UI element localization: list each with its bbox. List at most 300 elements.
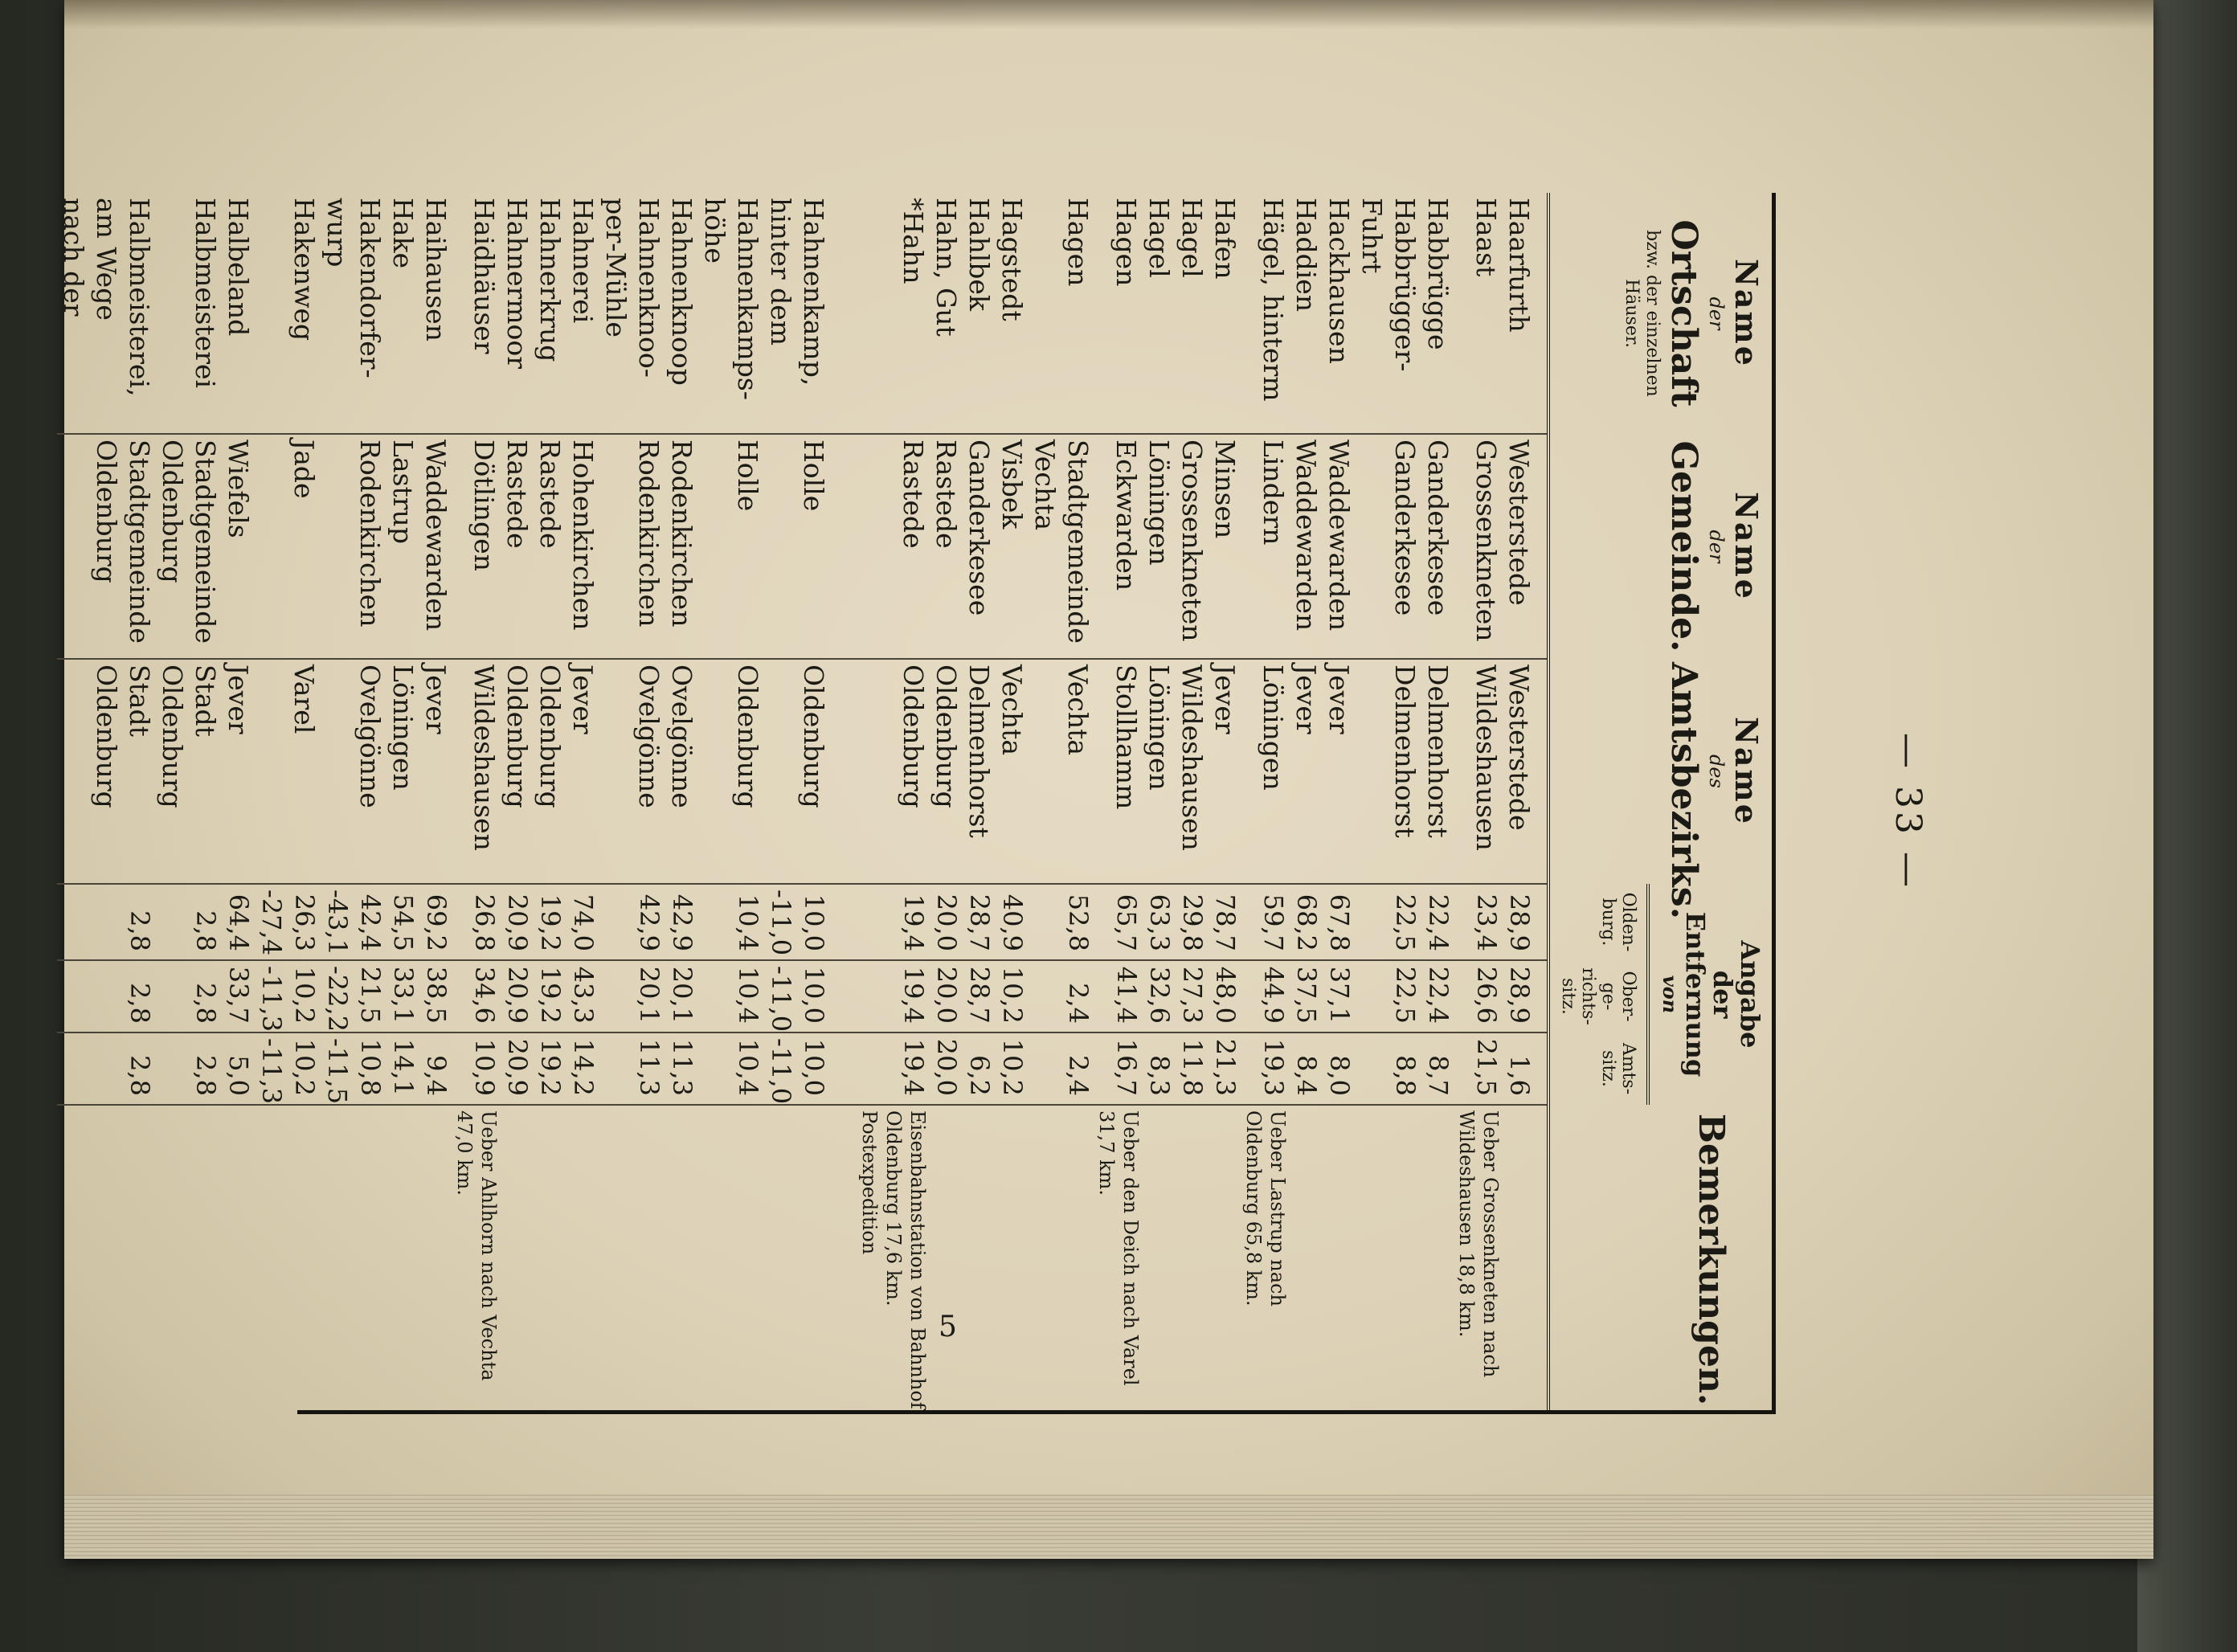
- table-row: [419, 193, 452, 1414]
- cell-rem: [1061, 1105, 1094, 1414]
- table-row: [1176, 193, 1208, 1414]
- cell-gemeinde: Rastede: [930, 434, 963, 659]
- cell-rem: Ueber Lastrup nach Oldenburg 65,8 km.: [1241, 1105, 1290, 1414]
- cell-d2: [156, 960, 189, 1032]
- cell-ort: Hackhausen: [1323, 198, 1355, 364]
- cell-d3: 10,0: [797, 1032, 830, 1105]
- cell-d2: 32,6: [1143, 960, 1176, 1032]
- cell-amt: Wildeshausen: [1176, 659, 1208, 884]
- cell-gemeinde: Grossenkneten: [1176, 434, 1208, 659]
- cell-d3: 8,3: [1143, 1032, 1176, 1105]
- cell-amt: Oldenburg: [797, 659, 830, 884]
- cell-gemeinde: Holle: [731, 434, 764, 659]
- cell-d2: 2,8: [189, 960, 222, 1032]
- cell-d1: 29,8: [1176, 884, 1208, 960]
- cell-ort: Hahnenknoo-: [633, 198, 665, 378]
- cell-d2: 26,6: [1454, 960, 1503, 1032]
- cell-amt: Oldenburg: [156, 659, 189, 884]
- cell-ort: Hagen: [1062, 198, 1094, 287]
- cell-d3: 2,8: [189, 1032, 222, 1105]
- table-row: [857, 193, 930, 1414]
- cell-rem: [156, 1105, 189, 1414]
- cell-d1: 64,4: [222, 884, 255, 960]
- cell-rem: [797, 1105, 830, 1414]
- cell-gemeinde: Dötlingen: [452, 434, 501, 659]
- cell-gemeinde: Rastede: [857, 434, 930, 659]
- cell-ort: [1029, 193, 1061, 434]
- cell-d3: [156, 1032, 189, 1105]
- cell-rem: [1503, 1105, 1548, 1414]
- cell-amt: Wildeshausen: [452, 659, 501, 884]
- cell-d1: 10,4: [731, 884, 764, 960]
- cell-d2: 2,4: [1061, 960, 1094, 1032]
- table-row: [255, 193, 288, 1414]
- cell-rem: [1029, 1105, 1061, 1414]
- cell-d1: [90, 884, 123, 960]
- cell-d3: 2,8: [123, 1032, 156, 1105]
- cell-rem: [698, 1105, 731, 1414]
- cell-d3: [90, 1032, 123, 1105]
- cell-ort: wurp: [321, 198, 353, 268]
- table-row: [996, 193, 1029, 1414]
- table-row: [90, 193, 123, 1414]
- cell-d2: 33,1: [386, 960, 419, 1032]
- cell-gemeinde: Waddewarden: [1323, 434, 1356, 659]
- cell-amt: Oldenburg: [857, 659, 930, 884]
- cell-d2: 20,0: [930, 960, 963, 1032]
- table-row: [1061, 193, 1094, 1414]
- cell-gemeinde: [255, 434, 288, 659]
- cell-ort: Hakendorfer-: [354, 198, 386, 378]
- cell-rem: [386, 1105, 419, 1414]
- cell-amt: [321, 659, 354, 884]
- cell-amt: Delmenhorst: [1388, 659, 1421, 884]
- cell-ort: Halbmeisterei: [190, 198, 221, 389]
- table-row: [1388, 193, 1421, 1414]
- cell-d2: 37,1: [1323, 960, 1356, 1032]
- cell-amt: Jever: [419, 659, 452, 884]
- cell-rem: [534, 1105, 566, 1414]
- cell-d1: 19,2: [534, 884, 566, 960]
- cell-rem: [288, 1105, 321, 1414]
- cell-ort: Haidhäuser: [468, 198, 500, 354]
- table-row: [156, 193, 189, 1414]
- cell-d1: 28,9: [1503, 884, 1548, 960]
- cell-d2: 10,0: [797, 960, 830, 1032]
- cell-ort: Hagel: [1176, 198, 1208, 278]
- cell-d3: 8,7: [1421, 1032, 1454, 1105]
- cell-d3: 14,2: [566, 1032, 599, 1105]
- cell-ort: höhe: [699, 198, 730, 264]
- cell-ort: Haddien: [1290, 198, 1322, 313]
- cell-d1: 26,3: [288, 884, 321, 960]
- cell-amt: Oldenburg: [534, 659, 566, 884]
- table-row: [930, 193, 963, 1414]
- cell-amt: [57, 659, 90, 884]
- cell-rem: [930, 1105, 963, 1414]
- cell-rem: [57, 1105, 90, 1414]
- cell-d3: 21,3: [1208, 1032, 1241, 1105]
- cell-ort: Hahnenkamps-: [732, 198, 763, 400]
- cell-d1: 67,8: [1323, 884, 1356, 960]
- rotated-page-content: [58, 177, 1969, 1430]
- cell-gemeinde: Holle: [797, 434, 830, 659]
- cell-gemeinde: Rodenkirchen: [632, 434, 665, 659]
- cell-d3: 19,3: [1241, 1032, 1290, 1105]
- cell-ort: Habbrügger-: [1389, 198, 1421, 372]
- cell-ort: Halbmeisterei,: [124, 198, 155, 397]
- cell-rem: [963, 1105, 996, 1414]
- cell-rem: Ueber Grossenkneten nach Wildeshausen 18,8 km.: [1454, 1105, 1503, 1414]
- cell-d2: [599, 960, 632, 1032]
- cell-d3: 6,2: [963, 1032, 996, 1105]
- cell-amt: Stollhamm: [1094, 659, 1143, 884]
- cell-d2: 28,7: [963, 960, 996, 1032]
- cell-amt: Löningen: [1241, 659, 1290, 884]
- cell-rem: [1290, 1105, 1323, 1414]
- cell-gemeinde: Waddewarden: [1290, 434, 1323, 659]
- cell-d1: -27,4: [255, 884, 288, 960]
- cell-gemeinde: Stadtgemeinde: [1061, 434, 1094, 659]
- cell-rem: [1421, 1105, 1454, 1414]
- cell-gemeinde: Jade: [288, 434, 321, 659]
- cell-d1: 63,3: [1143, 884, 1176, 960]
- cell-d1: [57, 884, 90, 960]
- cell-rem: [731, 1105, 764, 1414]
- cell-d3: -11,0: [764, 1032, 797, 1105]
- distance-table: [57, 193, 1776, 1414]
- cell-ort: Hahlbek: [963, 198, 995, 311]
- cell-d2: [698, 960, 731, 1032]
- cell-rem: Eisenbahnstation von Bahnhof Oldenburg 17,6 km. Postexpedition: [857, 1105, 930, 1414]
- cell-d1: 59,7: [1241, 884, 1290, 960]
- page-edges: [64, 1495, 2153, 1559]
- cell-amt: Jever: [566, 659, 599, 884]
- cell-d3: 11,3: [632, 1032, 665, 1105]
- cell-d2: 10,2: [996, 960, 1029, 1032]
- header-ortschaft: Name der Ortschaft bzw. der einzelnen Häuser.: [1548, 193, 1774, 434]
- cell-d2: 38,5: [419, 960, 452, 1032]
- cell-d3: [1029, 1032, 1061, 1105]
- subheader-oldenburg: Olden-burg.: [1548, 884, 1648, 960]
- cell-d3: 19,2: [534, 1032, 566, 1105]
- cell-amt: Delmenhorst: [963, 659, 996, 884]
- table-row: [123, 193, 156, 1414]
- cell-rem: [996, 1105, 1029, 1414]
- cell-d3: [599, 1032, 632, 1105]
- cell-rem: [1356, 1105, 1388, 1414]
- cell-d1: 54,5: [386, 884, 419, 960]
- cell-gemeinde: Ganderkesee: [963, 434, 996, 659]
- cell-gemeinde: Stadtgemeinde: [189, 434, 222, 659]
- cell-amt: Stadt: [123, 659, 156, 884]
- cell-d2: -11,0: [764, 960, 797, 1032]
- cell-gemeinde: Minsen: [1208, 434, 1241, 659]
- cell-ort: [156, 193, 189, 434]
- cell-ort: Hafen: [1209, 198, 1241, 280]
- cell-d1: 42,9: [632, 884, 665, 960]
- cell-d1: 19,4: [857, 884, 930, 960]
- cell-rem: [255, 1105, 288, 1414]
- cell-d1: 74,0: [566, 884, 599, 960]
- table-row: [386, 193, 419, 1414]
- row-gap: [830, 193, 857, 1414]
- table-row: [288, 193, 321, 1414]
- cell-d2: -11,3: [255, 960, 288, 1032]
- cell-d2: 22,5: [1388, 960, 1421, 1032]
- cell-d3: 8,0: [1323, 1032, 1356, 1105]
- cell-d1: [156, 884, 189, 960]
- cell-amt: [255, 659, 288, 884]
- cell-gemeinde: Oldenburg: [90, 434, 123, 659]
- cell-d3: 9,4: [419, 1032, 452, 1105]
- table-row: [1241, 193, 1290, 1414]
- cell-amt: Vechta: [996, 659, 1029, 884]
- table-row: [963, 193, 996, 1414]
- cell-d2: 2,8: [123, 960, 156, 1032]
- cell-d1: [698, 884, 731, 960]
- cell-d2: 44,9: [1241, 960, 1290, 1032]
- cell-d3: 21,5: [1454, 1032, 1503, 1105]
- cell-d2: 43,3: [566, 960, 599, 1032]
- cell-d1: 28,7: [963, 884, 996, 960]
- table-row: [665, 193, 698, 1414]
- table-row: [797, 193, 830, 1414]
- cell-ort: Hagel: [1143, 198, 1175, 278]
- cell-rem: [90, 1105, 123, 1414]
- header-gemeinde: Name der Gemeinde.: [1548, 434, 1774, 659]
- cell-d3: 10,9: [452, 1032, 501, 1105]
- cell-d2: 21,5: [354, 960, 386, 1032]
- cell-d3: [698, 1032, 731, 1105]
- cell-d2: [1029, 960, 1061, 1032]
- cell-d3: [57, 1032, 90, 1105]
- cell-d3: -11,3: [255, 1032, 288, 1105]
- cell-amt: [698, 659, 731, 884]
- cell-ort: Haast: [1470, 198, 1502, 277]
- cell-ort: hinter dem: [765, 198, 796, 346]
- cell-d3: 16,7: [1094, 1032, 1143, 1105]
- cell-amt: Oldenburg: [90, 659, 123, 884]
- table-row: [1094, 193, 1143, 1414]
- cell-ort: Hahnenknoop: [666, 198, 697, 386]
- cell-d3: 8,8: [1388, 1032, 1421, 1105]
- cell-d3: [1356, 1032, 1388, 1105]
- table-row: [599, 193, 632, 1414]
- cell-amt: Ovelgönne: [632, 659, 665, 884]
- cell-d2: 20,9: [501, 960, 534, 1032]
- table-body: [57, 193, 1548, 1414]
- cell-rem: [123, 1105, 156, 1414]
- cell-amt: Stadt: [189, 659, 222, 884]
- cell-gemeinde: Grossenkneten: [1454, 434, 1503, 659]
- cell-gemeinde: Lastrup: [386, 434, 419, 659]
- table-row: [1208, 193, 1241, 1414]
- table-row: [632, 193, 665, 1414]
- cell-d2: 33,7: [222, 960, 255, 1032]
- cell-rem: [764, 1105, 797, 1414]
- cell-rem: [222, 1105, 255, 1414]
- cell-d3: 14,1: [386, 1032, 419, 1105]
- cell-d1: 2,8: [189, 884, 222, 960]
- cell-rem: [1143, 1105, 1176, 1414]
- table-row: [731, 193, 764, 1414]
- cell-rem: Ueber Ahlhorn nach Vechta 47,0 km.: [452, 1105, 501, 1414]
- cell-d3: 10,8: [354, 1032, 386, 1105]
- cell-rem: [1208, 1105, 1241, 1414]
- page-number: — 33 —: [1887, 733, 1928, 890]
- cell-amt: [599, 659, 632, 884]
- cell-gemeinde: Ganderkesee: [1421, 434, 1454, 659]
- cell-d2: [57, 960, 90, 1032]
- table-row: [566, 193, 599, 1414]
- cell-rem: [1176, 1105, 1208, 1414]
- cell-gemeinde: Rastede: [501, 434, 534, 659]
- cell-ort: Haihausen: [420, 198, 452, 341]
- cell-ort: *Hahn: [898, 198, 929, 284]
- cell-amt: Delmenhorst: [1421, 659, 1454, 884]
- table-row: [698, 193, 731, 1414]
- table-row: [1356, 193, 1388, 1414]
- cell-gemeinde: Ganderkesee: [1388, 434, 1421, 659]
- cell-d1: 26,8: [452, 884, 501, 960]
- cell-d2: 27,3: [1176, 960, 1208, 1032]
- cell-rem: [419, 1105, 452, 1414]
- cell-d1: 20,0: [930, 884, 963, 960]
- cell-gemeinde: [57, 434, 90, 659]
- cell-amt: Ovelgönne: [354, 659, 386, 884]
- cell-d2: 20,1: [665, 960, 698, 1032]
- cell-amt: [1029, 659, 1061, 884]
- cell-d2: -22,2: [321, 960, 354, 1032]
- cell-d1: 10,0: [797, 884, 830, 960]
- cell-gemeinde: Waddewarden: [419, 434, 452, 659]
- cell-d1: -11,0: [764, 884, 797, 960]
- cell-ort: Hahn, Gut: [930, 198, 962, 337]
- cell-ort: Hake: [387, 198, 419, 268]
- page-header: [1832, 177, 1969, 1430]
- cell-ort: Hahnerei: [567, 198, 599, 324]
- cell-gemeinde: [1356, 434, 1388, 659]
- cell-ort: Hahnenkamp,: [798, 198, 829, 386]
- cell-d2: 22,4: [1421, 960, 1454, 1032]
- cell-d1: 68,2: [1290, 884, 1323, 960]
- cell-amt: Löningen: [386, 659, 419, 884]
- cell-gemeinde: Oldenburg: [156, 434, 189, 659]
- cell-ort: nach der: [58, 198, 89, 317]
- cell-ort: Hägel, hinterm: [1258, 198, 1289, 402]
- cell-gemeinde: Rodenkirchen: [354, 434, 386, 659]
- cell-d1: 69,2: [419, 884, 452, 960]
- cell-gemeinde: Hohenkirchen: [566, 434, 599, 659]
- cell-amt: Westerstede: [1503, 659, 1548, 884]
- cell-amt: Ovelgönne: [665, 659, 698, 884]
- cell-ort: Fuhrt: [1356, 198, 1388, 274]
- cell-d2: 10,2: [288, 960, 321, 1032]
- cell-rem: [665, 1105, 698, 1414]
- cell-d3: 11,3: [665, 1032, 698, 1105]
- cell-d3: 8,4: [1290, 1032, 1323, 1105]
- table-row: [501, 193, 534, 1414]
- cell-gemeinde: Rodenkirchen: [665, 434, 698, 659]
- cell-d3: 11,8: [1176, 1032, 1208, 1105]
- cell-ort: Hagen: [1110, 198, 1142, 287]
- cell-gemeinde: Visbek: [996, 434, 1029, 659]
- table-row: [452, 193, 501, 1414]
- cell-d2: 19,4: [857, 960, 930, 1032]
- cell-d1: -43,1: [321, 884, 354, 960]
- cell-d2: 48,0: [1208, 960, 1241, 1032]
- cell-amt: Oldenburg: [930, 659, 963, 884]
- cell-d1: 23,4: [1454, 884, 1503, 960]
- cell-amt: Jever: [222, 659, 255, 884]
- cell-amt: [764, 659, 797, 884]
- cell-gemeinde: Wiefels: [222, 434, 255, 659]
- cell-rem: [632, 1105, 665, 1414]
- table-row: [1290, 193, 1323, 1414]
- table-row: [57, 193, 90, 1414]
- cell-ort: per-Mühle: [600, 198, 632, 337]
- cell-amt: Löningen: [1143, 659, 1176, 884]
- cell-d2: 37,5: [1290, 960, 1323, 1032]
- cell-d3: 1,6: [1503, 1032, 1548, 1105]
- cell-d2: 28,9: [1503, 960, 1548, 1032]
- cell-d3: 20,9: [501, 1032, 534, 1105]
- cell-d2: [90, 960, 123, 1032]
- cell-amt: Jever: [1323, 659, 1356, 884]
- cell-d1: 78,7: [1208, 884, 1241, 960]
- cell-ort: Hakenweg: [288, 198, 320, 341]
- cell-rem: Ueber den Deich nach Varel 31,7 km.: [1094, 1105, 1143, 1414]
- table-row: [1143, 193, 1176, 1414]
- cell-gemeinde: Vechta: [1029, 434, 1061, 659]
- cell-d2: 41,4: [1094, 960, 1143, 1032]
- cell-d3: 2,4: [1061, 1032, 1094, 1105]
- cell-rem: [321, 1105, 354, 1414]
- cell-d1: 42,9: [665, 884, 698, 960]
- subheader-obergerichtssitz: Ober-ge-richts-sitz.: [1548, 960, 1648, 1032]
- cell-ort: Hahnermoor: [501, 198, 533, 370]
- cell-d2: 10,4: [731, 960, 764, 1032]
- cell-ort: Halbeland: [223, 198, 254, 337]
- table-row: [189, 193, 222, 1414]
- cell-amt: Oldenburg: [731, 659, 764, 884]
- table-row: [1454, 193, 1503, 1414]
- cell-gemeinde: Rastede: [534, 434, 566, 659]
- cell-rem: [599, 1105, 632, 1414]
- cell-gemeinde: [698, 434, 731, 659]
- cell-rem: [1388, 1105, 1421, 1414]
- cell-amt: Jever: [1208, 659, 1241, 884]
- cell-d3: 10,2: [996, 1032, 1029, 1105]
- cell-d3: 19,4: [857, 1032, 930, 1105]
- table-row: [764, 193, 797, 1414]
- cell-d3: -11,5: [321, 1032, 354, 1105]
- table-row: [1029, 193, 1061, 1414]
- cell-d1: 22,5: [1388, 884, 1421, 960]
- cell-amt: Jever: [1290, 659, 1323, 884]
- header-bemerkungen: Bemerkungen.: [1548, 1105, 1774, 1414]
- cell-ort: Habbrügge: [1422, 198, 1454, 350]
- cell-d1: 52,8: [1061, 884, 1094, 960]
- cell-rem: [566, 1105, 599, 1414]
- cell-gemeinde: Stadtgemeinde: [123, 434, 156, 659]
- cell-d2: 20,1: [632, 960, 665, 1032]
- cell-gemeinde: [321, 434, 354, 659]
- cell-d1: 42,4: [354, 884, 386, 960]
- cell-d1: 2,8: [123, 884, 156, 960]
- cell-d1: [1356, 884, 1388, 960]
